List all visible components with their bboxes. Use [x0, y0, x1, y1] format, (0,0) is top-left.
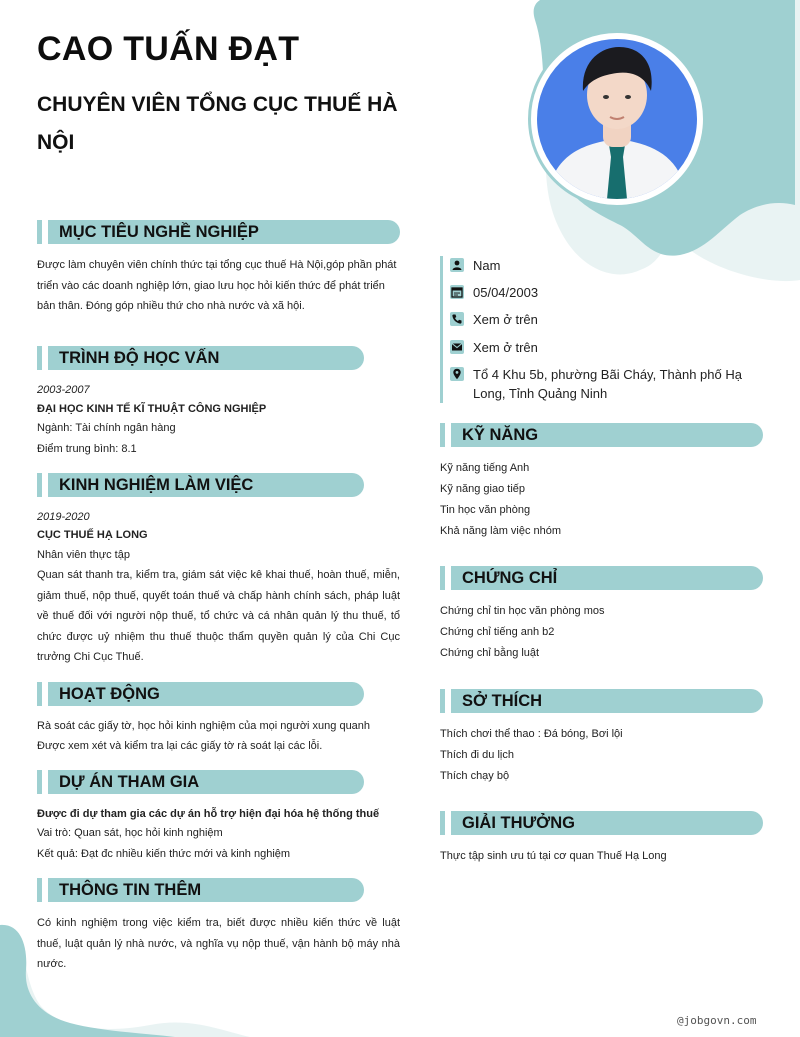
extra-info-text: Có kinh nghiệm trong việc kiểm tra, biết được nhiều kiến thức về luật thuế, luật quản lý nhà nước, và nghĩa vụ nộp thuế, vận hành bộ máy nhà nước.: [37, 917, 400, 970]
skills-heading-label: KỸ NĂNG: [462, 426, 539, 444]
activities-line-2: Được xem xét và kiểm tra lại các giấy tờ rà soát lại các lỗi.: [37, 740, 323, 752]
activities-heading-label: HOẠT ĐỘNG: [59, 685, 160, 703]
email-icon: [450, 340, 464, 354]
education-major: Ngành: Tài chính ngân hàng: [37, 422, 176, 434]
experience-period: 2019-2020: [37, 511, 90, 523]
avatar: [528, 30, 706, 208]
candidate-name: CAO TUẤN ĐẠT: [37, 30, 300, 68]
education-gpa: Điểm trung bình: 8.1: [37, 443, 137, 455]
projects-heading-label: DỰ ÁN THAM GIA: [59, 773, 200, 791]
objective-heading-label: MỤC TIÊU NGHỀ NGHIỆP: [59, 223, 259, 241]
skills-heading: [440, 423, 763, 447]
phone-icon: [450, 312, 464, 326]
person-icon: [450, 258, 464, 272]
hobbies-list: [440, 724, 623, 787]
education-heading: [37, 346, 364, 370]
list-item: Chứng chỉ tin học văn phòng mos: [440, 605, 605, 617]
objective-heading: [37, 220, 400, 244]
activities-line-1: Rà soát các giấy tờ, học hỏi kinh nghiệm của mọi người xung quanh: [37, 720, 371, 732]
education-heading-label: TRÌNH ĐỘ HỌC VẤN: [59, 349, 220, 367]
calendar-icon: [450, 285, 464, 299]
watermark: @jobgovn.com: [677, 1014, 757, 1027]
list-item: Khả năng làm việc nhóm: [440, 525, 562, 537]
list-item: Chứng chỉ tiếng anh b2: [440, 626, 555, 638]
list-item: Tin học văn phòng: [440, 504, 531, 516]
experience-heading-label: KINH NGHIỆM LÀM VIỆC: [59, 476, 254, 494]
hobbies-heading: [440, 689, 763, 713]
contact-phone-text: Xem ở trên: [473, 312, 538, 327]
project-role: Vai trò: Quan sát, học hỏi kinh nghiệm: [37, 827, 223, 839]
extra-info-heading: [37, 878, 364, 902]
certificates-list: [440, 601, 605, 664]
contact-divider: [440, 256, 443, 403]
projects-heading: [37, 770, 364, 794]
experience-description: Quan sát thanh tra, kiểm tra, giám sát việc kê khai thuế, hoàn thuế, miễn, giảm thuế, nộp thuế, quyết toán thuế và chấp hành chính sách, pháp luật về thuế đối với người nộp thuế, tổ chức và cá nhân quản lý thu thuế, tổ chức được uỷ nhiệm thu thuế thuộc thẩm quyền quản lý của Chi Cục trưởng Chi Cục Thuế.: [37, 569, 400, 663]
list-item: Thích đi du lịch: [440, 749, 514, 761]
awards-heading-label: GIẢI THƯỞNG: [462, 814, 576, 832]
awards-heading: [440, 811, 763, 835]
list-item: Chứng chỉ bằng luật: [440, 647, 540, 659]
contact-address-text: Tổ 4 Khu 5b, phường Bãi Cháy, Thành phố Hạ Long, Tỉnh Quảng Ninh: [473, 367, 742, 401]
skills-list: [440, 458, 561, 542]
extra-info-heading-label: THÔNG TIN THÊM: [59, 881, 202, 899]
location-pin-icon: [450, 367, 464, 381]
certificates-heading: [440, 566, 763, 590]
education-period: 2003-2007: [37, 384, 90, 396]
project-result: Kết quả: Đạt đc nhiều kiến thức mới và kinh nghiệm: [37, 848, 291, 860]
experience-heading: [37, 473, 364, 497]
contact-birthday-text: 05/04/2003: [473, 285, 539, 300]
list-item: Thích chơi thể thao : Đá bóng, Bơi lội: [440, 728, 623, 740]
experience-company: CỤC THUẾ HẠ LONG: [37, 529, 148, 541]
awards-text: Thực tập sinh ưu tú tại cơ quan Thuế Hạ Long: [440, 850, 667, 862]
certificates-heading-label: CHỨNG CHỈ: [462, 569, 558, 587]
profile-photo: [537, 39, 697, 199]
contact-email-text: Xem ở trên: [473, 340, 538, 355]
education-school: ĐẠI HỌC KINH TẾ KĨ THUẬT CÔNG NGHIỆP: [37, 403, 267, 415]
experience-role: Nhân viên thực tập: [37, 549, 130, 561]
objective-text: Được làm chuyên viên chính thức tại tổng cục thuế Hà Nội,góp phần phát triển vào các doanh nghiệp lớn, giao lưu học hỏi kiến thức để phát triển bản thân. Đóng góp nhiều thứ cho nhà nước và xã hội.: [37, 259, 397, 312]
list-item: Kỹ năng tiếng Anh: [440, 462, 530, 474]
project-name: Được đi dự tham gia các dự án hỗ trợ hiện đại hóa hệ thống thuế: [37, 808, 380, 820]
job-title: CHUYÊN VIÊN TỔNG CỤC THUẾ HÀ NỘI: [37, 93, 398, 154]
contact-gender-text: Nam: [473, 258, 501, 273]
hobbies-heading-label: SỞ THÍCH: [462, 692, 543, 710]
list-item: Thích chạy bộ: [440, 770, 510, 782]
list-item: Kỹ năng giao tiếp: [440, 483, 526, 495]
activities-heading: [37, 682, 364, 706]
